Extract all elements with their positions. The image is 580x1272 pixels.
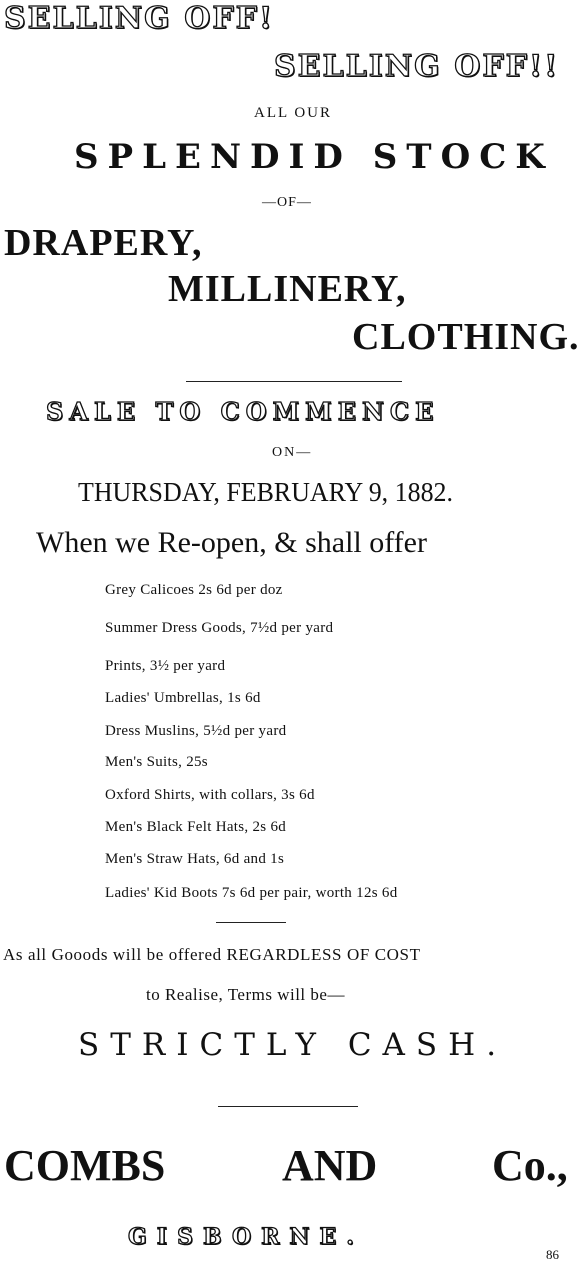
headline-selling-off-2: SELLING OFF!! [274, 49, 560, 84]
list-item: Ladies' Umbrellas, 1s 6d [105, 690, 261, 706]
list-item: Summer Dress Goods, 7½d per yard [105, 620, 334, 636]
drapery-heading: DRAPERY, [4, 222, 203, 264]
clothing-heading: CLOTHING. [352, 316, 580, 358]
reopen-line: When we Re-open, & shall offer [36, 526, 427, 559]
on-text: ON— [272, 445, 313, 460]
firm-name-combs: COMBS [4, 1141, 166, 1190]
divider-rule-2 [216, 922, 286, 923]
sale-date: THURSDAY, FEBRUARY 9, 1882. [78, 477, 453, 507]
firm-name-and: AND [282, 1141, 378, 1190]
headline-selling-off-1: SELLING OFF! [4, 1, 275, 36]
divider-rule-3 [218, 1106, 358, 1107]
firm-name-co: Co., [492, 1141, 568, 1190]
regardless-line: As all Gooods will be offered REGARDLESS OF COST [3, 945, 421, 964]
splendid-stock-heading: SPLENDID STOCK [74, 137, 554, 177]
of-text: —OF— [262, 195, 312, 210]
list-item: Grey Calicoes 2s 6d per doz [105, 582, 283, 598]
list-item: Men's Suits, 25s [105, 754, 208, 770]
list-item: Prints, 3½ per yard [105, 658, 226, 674]
list-item: Men's Black Felt Hats, 2s 6d [105, 819, 287, 835]
all-our-text: ALL OUR [254, 105, 333, 121]
list-item: Men's Straw Hats, 6d and 1s [105, 851, 285, 867]
strictly-cash-heading: STRICTLY CASH. [78, 1027, 508, 1063]
list-item: Ladies' Kid Boots 7s 6d per pair, worth 12s 6d [105, 885, 398, 901]
realise-line: to Realise, Terms will be— [146, 985, 345, 1004]
sale-to-commence-heading: SALE TO COMMENCE [46, 397, 440, 426]
list-item: Oxford Shirts, with collars, 3s 6d [105, 787, 315, 803]
list-item: Dress Muslins, 5½d per yard [105, 723, 287, 739]
millinery-heading: MILLINERY, [168, 268, 407, 310]
divider-rule-1 [186, 381, 402, 382]
page-number: 86 [546, 1247, 559, 1262]
town-gisborne: GISBORNE. [128, 1224, 364, 1250]
